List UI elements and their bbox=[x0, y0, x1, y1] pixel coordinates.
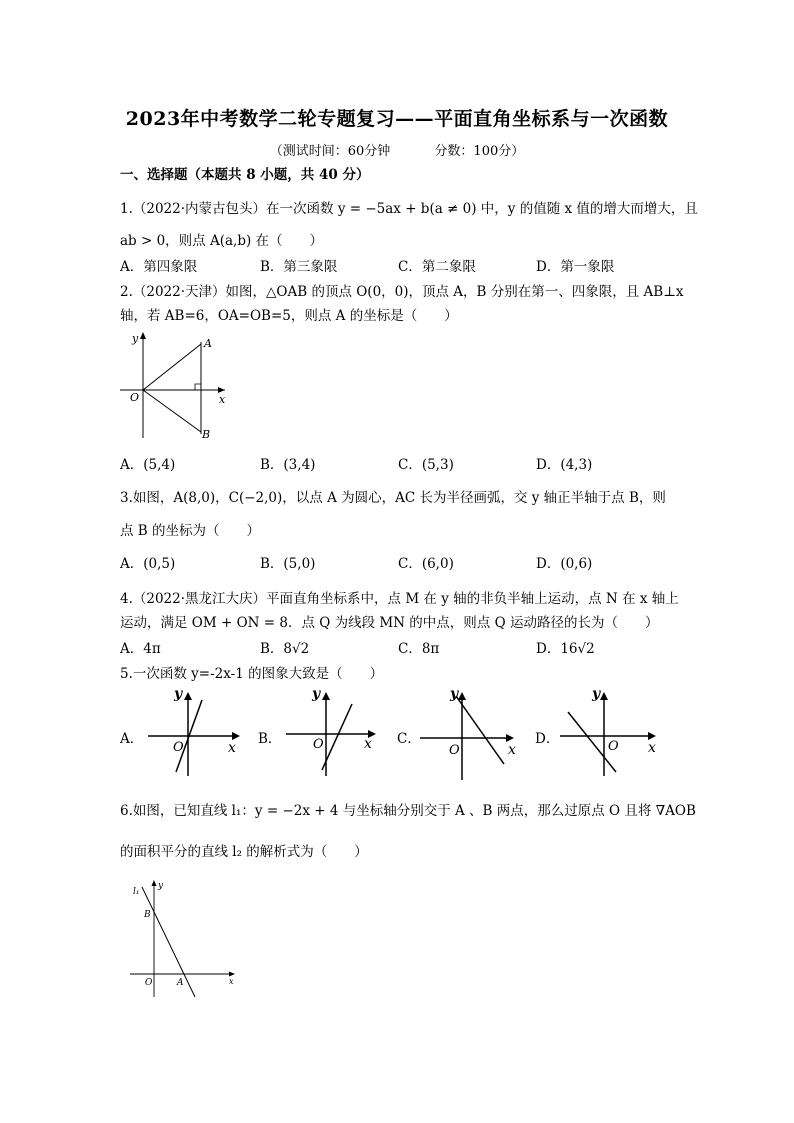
q6-point-b-label: B bbox=[144, 910, 151, 920]
q4-stem-line2: 运动，满足 OM + ON = 8．点 Q 为线段 MN 的中点，则点 Q 运动路径的长为（ ） bbox=[120, 615, 659, 631]
q5d-y-arrow-icon bbox=[600, 692, 608, 700]
q6-x-label: x bbox=[229, 977, 234, 986]
q5a-y-label: y bbox=[174, 686, 183, 702]
q5c-y-arrow-icon bbox=[458, 692, 466, 700]
q1-option-a[interactable]: A．第四象限 bbox=[120, 259, 198, 275]
q5-option-c-letter[interactable]: C． bbox=[397, 731, 421, 747]
q5b-y-label: y bbox=[312, 686, 321, 702]
q3-option-d[interactable]: D．(0,6) bbox=[536, 556, 593, 572]
q5a-y-arrow-icon bbox=[184, 692, 192, 700]
q6-y-arrow-icon bbox=[152, 880, 157, 886]
q5-stem: 5.一次函数 y=-2x-1 的图象大致是（ ） bbox=[120, 666, 384, 682]
q3-option-a[interactable]: A．(0,5) bbox=[120, 556, 176, 572]
q2-option-a[interactable]: A．(5,4) bbox=[120, 457, 176, 473]
q2-option-c[interactable]: C．(5,3) bbox=[398, 457, 454, 473]
q5b-y-arrow-icon bbox=[322, 692, 330, 700]
q6-point-a-label: A bbox=[177, 978, 184, 988]
q1-option-d[interactable]: D．第一象限 bbox=[536, 259, 615, 275]
q3-option-c[interactable]: C．(6,0) bbox=[398, 556, 454, 572]
q5c-origin-label: O bbox=[449, 743, 460, 758]
q1-option-b[interactable]: B．第三象限 bbox=[260, 259, 338, 275]
q5-graph-c[interactable] bbox=[418, 684, 528, 784]
q6-stem-line1: 6.如图，已知直线 l₁：y = −2x + 4 与坐标轴分别交于 A 、B 两点，那么过原点 O 且将 ∇AOB bbox=[120, 803, 696, 819]
q3-stem-line1: 3.如图，A(8,0)，C(−2,0)，以点 A 为圆心，AC 长为半径画弧，交 y 轴正半轴于点 B，则 bbox=[120, 490, 666, 506]
q2-stem-line2: 轴，若 AB=6，OA=OB=5，则点 A 的坐标是（ ） bbox=[120, 308, 458, 324]
q6-stem-line2: 的面积平分的直线 l₂ 的解析式为（ ） bbox=[120, 844, 368, 860]
q2-stem-line1: 2.（2022·天津）如图，△OAB 的顶点 O(0，0)，顶点 A，B 分别在第一、四象限，且 AB⊥x bbox=[120, 284, 684, 300]
page-title: 2023年中考数学二轮专题复习——平面直角坐标系与一次函数 bbox=[125, 108, 669, 130]
q2-x-label: x bbox=[219, 393, 226, 406]
page-subtitle bbox=[0, 140, 794, 159]
q5a-origin-label: O bbox=[173, 740, 184, 755]
q2-segment-ob bbox=[143, 390, 201, 432]
q5-graph-a[interactable] bbox=[140, 684, 250, 780]
q5c-x-arrow-icon bbox=[506, 734, 514, 742]
q4-option-c[interactable]: C．8π bbox=[398, 641, 440, 657]
q2-point-a-label: A bbox=[204, 337, 212, 350]
q5c-y-label: y bbox=[450, 686, 459, 702]
q5-option-d-letter[interactable]: D． bbox=[535, 731, 560, 747]
q3-option-b[interactable]: B．(5,0) bbox=[260, 556, 316, 572]
q5-option-a-letter[interactable]: A． bbox=[120, 731, 144, 747]
q5-graph-b[interactable] bbox=[280, 684, 390, 780]
q5a-x-label: x bbox=[228, 740, 236, 756]
test-time: （测试时间：60分钟 bbox=[269, 144, 391, 159]
q5-graph-d[interactable] bbox=[556, 684, 666, 780]
q2-y-arrow-icon bbox=[140, 332, 146, 339]
q5b-x-label: x bbox=[364, 736, 372, 752]
q1-stem-line2: ab > 0，则点 A(a,b) 在（ ） bbox=[120, 233, 324, 249]
q2-y-label: y bbox=[132, 332, 139, 345]
q6-l1-label: l₁ bbox=[133, 887, 140, 897]
q5d-origin-label: O bbox=[608, 739, 619, 754]
section-heading: 一、选择题（本题共 8 小题，共 40 分） bbox=[120, 167, 370, 183]
q5b-origin-label: O bbox=[313, 737, 324, 752]
q5c-x-label: x bbox=[508, 742, 516, 758]
q3-stem-line2: 点 B 的坐标为（ ） bbox=[120, 523, 261, 539]
q4-option-a[interactable]: A．4π bbox=[120, 641, 161, 657]
q2-option-d[interactable]: D．(4,3) bbox=[536, 457, 593, 473]
q1-stem-line1: 1.（2022·内蒙古包头）在一次函数 y = −5ax + b(a ≠ 0) 中，y 的值随 x 值的增大而增大，且 bbox=[120, 201, 698, 217]
q2-segment-oa bbox=[143, 344, 201, 390]
q2-origin-label: O bbox=[130, 391, 140, 404]
q6-x-arrow-icon bbox=[229, 972, 235, 977]
q5d-x-arrow-icon bbox=[648, 732, 656, 740]
q1-option-c[interactable]: C．第二象限 bbox=[398, 259, 476, 275]
q2-option-b[interactable]: B．(3,4) bbox=[260, 457, 316, 473]
q5-option-b-letter[interactable]: B． bbox=[258, 731, 282, 747]
q4-option-d[interactable]: D．16√2 bbox=[536, 641, 595, 657]
test-score: 分数：100分） bbox=[434, 144, 525, 159]
q4-option-b[interactable]: B．8√2 bbox=[260, 641, 310, 657]
q5d-y-label: y bbox=[592, 686, 601, 702]
q5d-x-label: x bbox=[648, 740, 656, 756]
q6-y-label: y bbox=[158, 881, 164, 891]
q2-point-b-label: B bbox=[202, 428, 211, 441]
q5a-x-arrow-icon bbox=[232, 732, 240, 740]
q5c-line bbox=[456, 696, 504, 764]
q2-figure bbox=[115, 328, 235, 444]
q4-stem-line1: 4.（2022·黑龙江大庆）平面直角坐标系中，点 M 在 y 轴的非负半轴上运动，点 N 在 x 轴上 bbox=[120, 591, 679, 607]
q6-figure bbox=[125, 875, 245, 1005]
q6-origin-label: O bbox=[145, 978, 153, 988]
q2-right-angle-mark bbox=[195, 384, 201, 390]
